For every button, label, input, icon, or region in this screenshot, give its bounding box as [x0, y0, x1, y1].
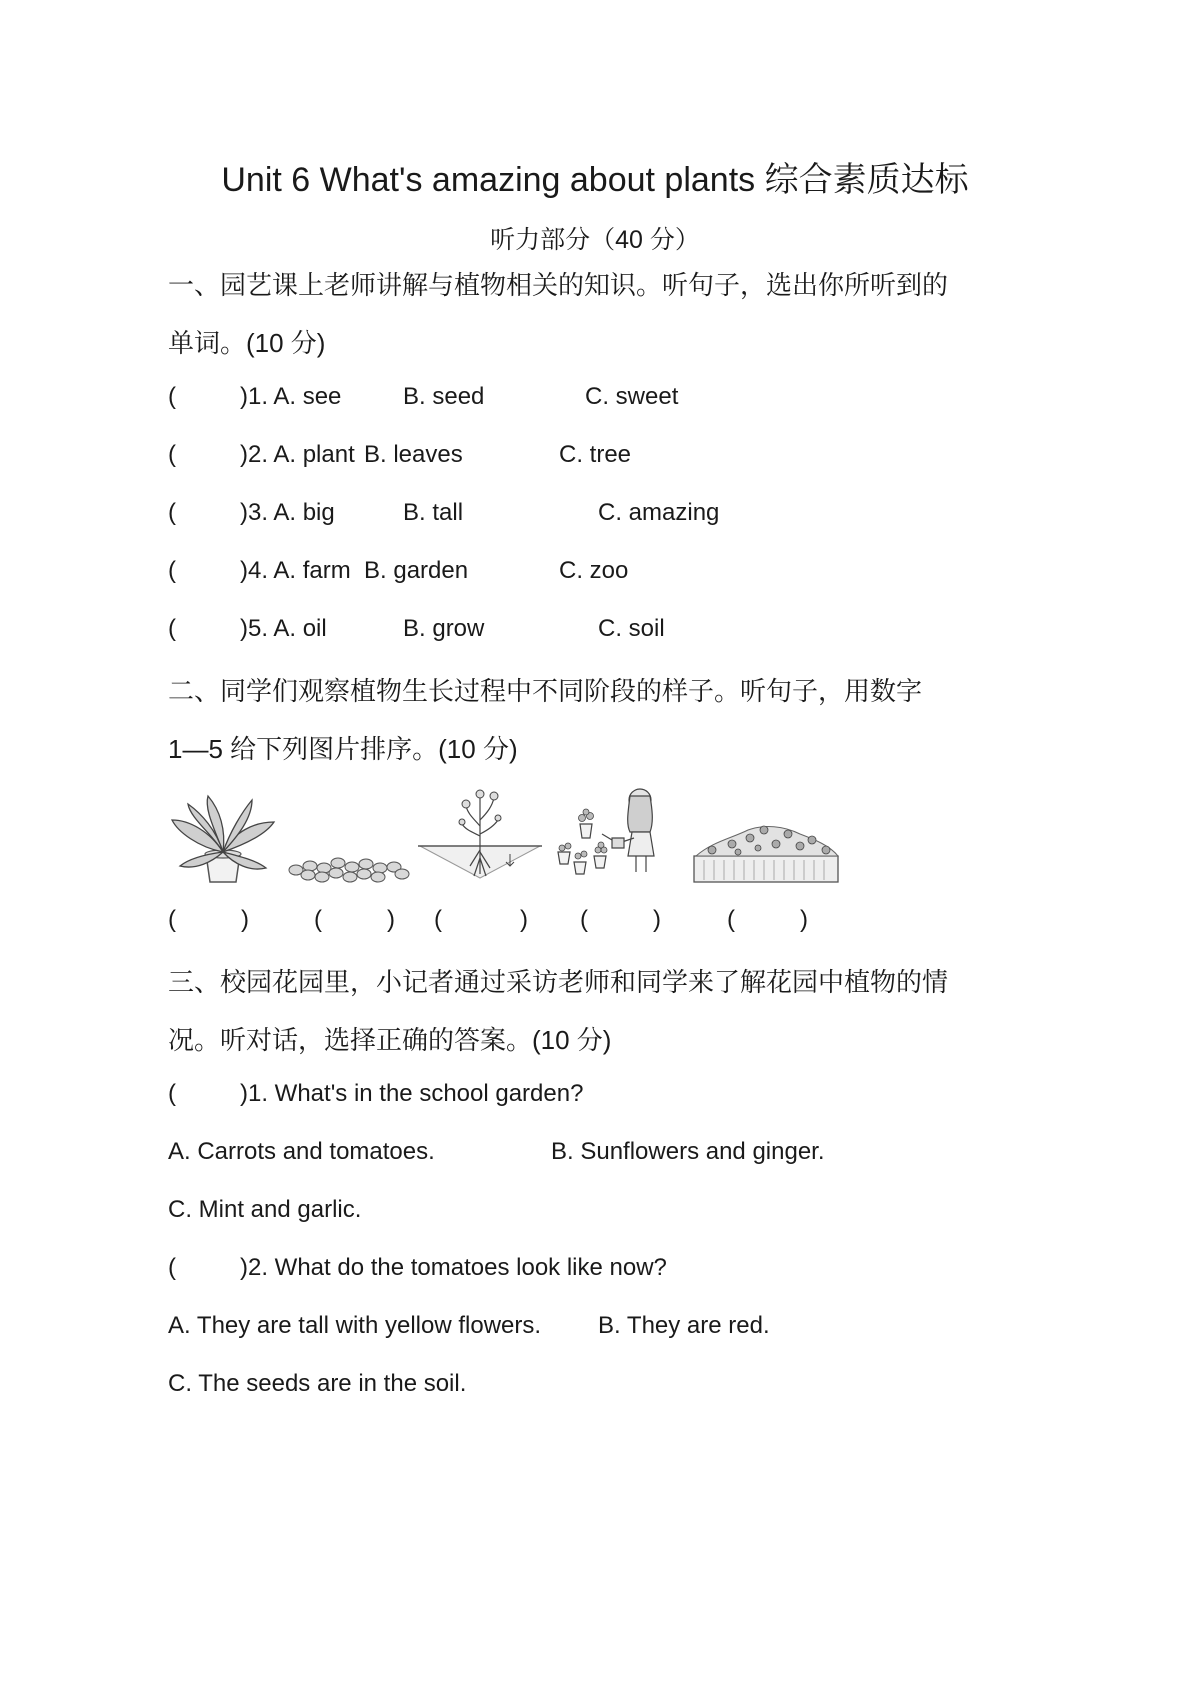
q3-option-b: B. tall [403, 499, 464, 526]
section2-heading-line1: 二、同学们观察植物生长过程中不同阶段的样子。听句子，用数字 [168, 676, 923, 706]
s3-q2-paren: ( [168, 1254, 176, 1281]
q2-option-a: )2. A. plant [240, 441, 355, 468]
seeds-illustration [286, 848, 412, 884]
picture2-blank-open: ( [314, 906, 322, 933]
section2-heading-line2: 1—5 给下列图片排序。(10 分) [168, 734, 518, 764]
q3-option-c: C. amazing [598, 499, 720, 526]
potted-plant-illustration [168, 792, 278, 887]
q2-option-b: B. leaves [364, 441, 463, 468]
s3-q1-paren: ( [168, 1080, 176, 1107]
q4-option-c: C. zoo [559, 557, 629, 584]
s3-q1-question: )1. What's in the school garden? [240, 1080, 584, 1107]
s3-q1-option-c: C. Mint and garlic. [168, 1196, 362, 1223]
picture4-blank-open: ( [580, 906, 588, 933]
q1-paren: ( [168, 383, 176, 410]
picture5-blank-close: ) [800, 906, 808, 933]
section3-heading-line1: 三、校园花园里，小记者通过采访老师和同学来了解花园中植物的情 [168, 967, 949, 997]
s3-q2-question: )2. What do the tomatoes look like now? [240, 1254, 667, 1281]
page-title: Unit 6 What's amazing about plants 综合素质达标 [221, 161, 969, 199]
q3-option-a: )3. A. big [240, 499, 335, 526]
q5-option-c: C. soil [598, 615, 665, 642]
picture1-blank-open: ( [168, 906, 176, 933]
section1-heading-line2: 单词。(10 分) [168, 328, 326, 358]
picture4-blank-close: ) [653, 906, 661, 933]
q3-paren: ( [168, 499, 176, 526]
q5-paren: ( [168, 615, 176, 642]
q5-option-b: B. grow [403, 615, 485, 642]
s3-q1-option-a: A. Carrots and tomatoes. [168, 1138, 435, 1165]
s3-q2-option-c: C. The seeds are in the soil. [168, 1370, 467, 1397]
q2-paren: ( [168, 441, 176, 468]
q2-option-c: C. tree [559, 441, 632, 468]
picture2-blank-close: ) [387, 906, 395, 933]
q1-option-a: )1. A. see [240, 383, 342, 410]
section1-heading-line1: 一、园艺课上老师讲解与植物相关的知识。听句子，选出你所听到的 [168, 270, 949, 300]
s3-q2-option-b: B. They are red. [598, 1312, 770, 1339]
s3-q1-option-b: B. Sunflowers and ginger. [551, 1138, 825, 1165]
picture5-blank-open: ( [727, 906, 735, 933]
flower-bed-illustration [692, 820, 840, 884]
section-subtitle: 听力部分（40 分） [490, 226, 700, 254]
picture3-blank-open: ( [434, 906, 442, 933]
q4-paren: ( [168, 557, 176, 584]
growing-plant-roots-illustration [418, 786, 542, 882]
q4-option-a: )4. A. farm [240, 557, 351, 584]
picture1-blank-close: ) [241, 906, 249, 933]
girl-watering-flowers-illustration [556, 782, 664, 882]
q4-option-b: B. garden [364, 557, 469, 584]
section3-heading-line2: 况。听对话，选择正确的答案。(10 分) [168, 1025, 612, 1055]
picture3-blank-close: ) [520, 906, 528, 933]
s3-q2-option-a: A. They are tall with yellow flowers. [168, 1312, 542, 1339]
q1-option-b: B. seed [403, 383, 485, 410]
q5-option-a: )5. A. oil [240, 615, 327, 642]
q1-option-c: C. sweet [585, 383, 679, 410]
